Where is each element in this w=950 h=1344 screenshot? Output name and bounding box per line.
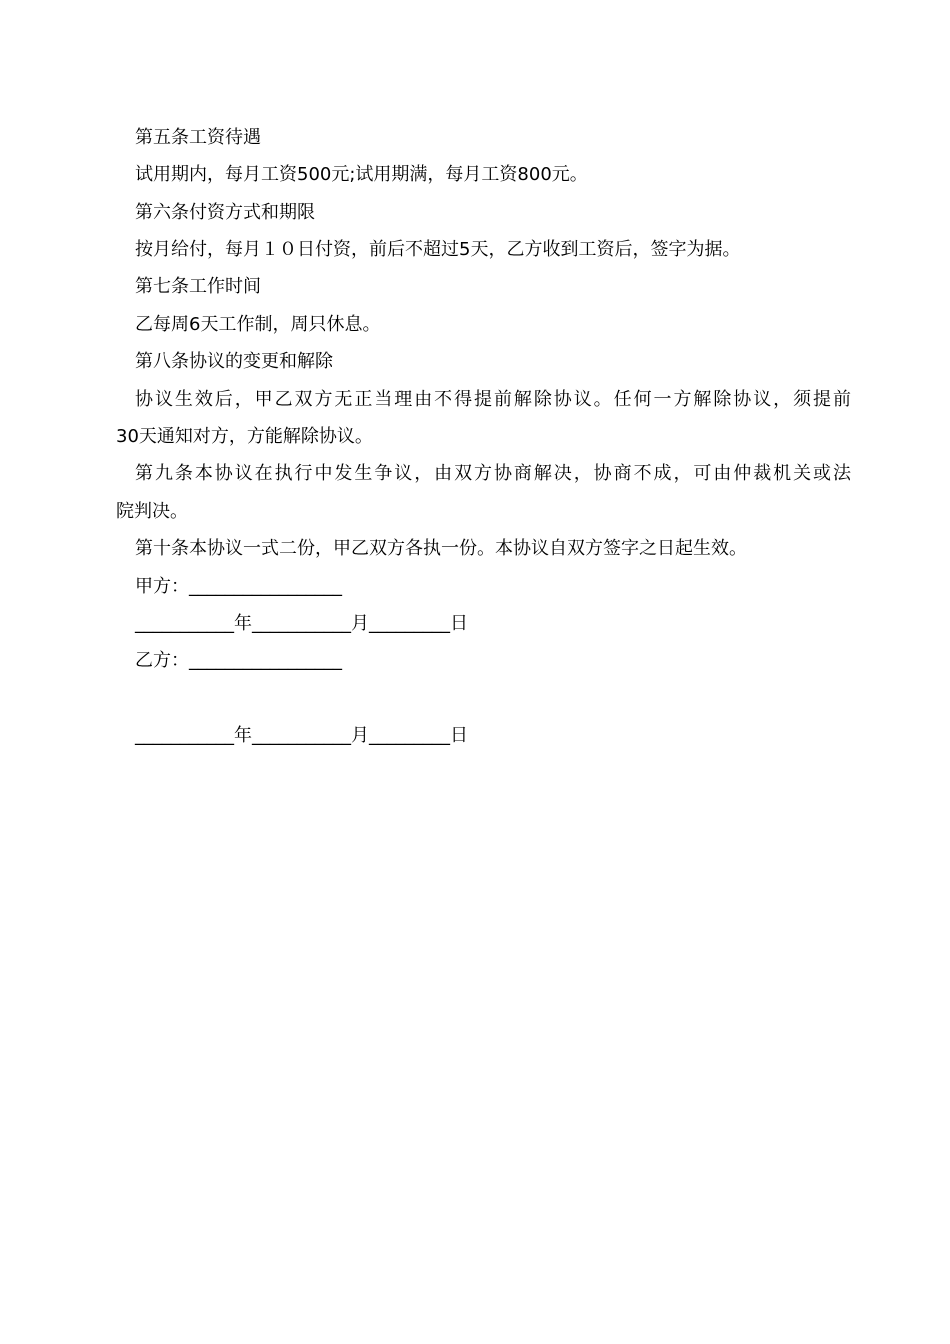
party-a-date-line: ___________年___________月_________日 bbox=[135, 613, 468, 634]
article-9-line-2: 院判决。 bbox=[116, 501, 188, 522]
article-8-body-line-2: 30天通知对方，方能解除协议。 bbox=[116, 426, 373, 447]
party-a-signature-line: 甲方：_________________ bbox=[135, 576, 342, 597]
party-b-date-line: ___________年___________月_________日 bbox=[135, 725, 468, 746]
article-6-heading: 第六条付资方式和期限 bbox=[135, 202, 315, 223]
article-10: 第十条本协议一式二份，甲乙双方各执一份。本协议自双方签字之日起生效。 bbox=[135, 538, 747, 559]
article-6-body: 按月给付，每月１０日付资，前后不超过5天，乙方收到工资后，签字为据。 bbox=[135, 239, 741, 260]
article-7-heading: 第七条工作时间 bbox=[135, 276, 261, 297]
article-8-body-line-1: 协议生效后，甲乙双方无正当理由不得提前解除协议。任何一方解除协议，须提前 bbox=[135, 389, 851, 410]
article-5-body: 试用期内，每月工资500元;试用期满，每月工资800元。 bbox=[135, 164, 588, 185]
article-5-heading: 第五条工资待遇 bbox=[135, 127, 261, 148]
article-8-heading: 第八条协议的变更和解除 bbox=[135, 351, 333, 372]
party-b-signature-line: 乙方：_________________ bbox=[135, 650, 342, 671]
article-9-line-1: 第九条本协议在执行中发生争议，由双方协商解决，协商不成，可由仲裁机关或法 bbox=[135, 463, 851, 484]
article-7-body: 乙每周6天工作制，周只休息。 bbox=[135, 314, 381, 335]
